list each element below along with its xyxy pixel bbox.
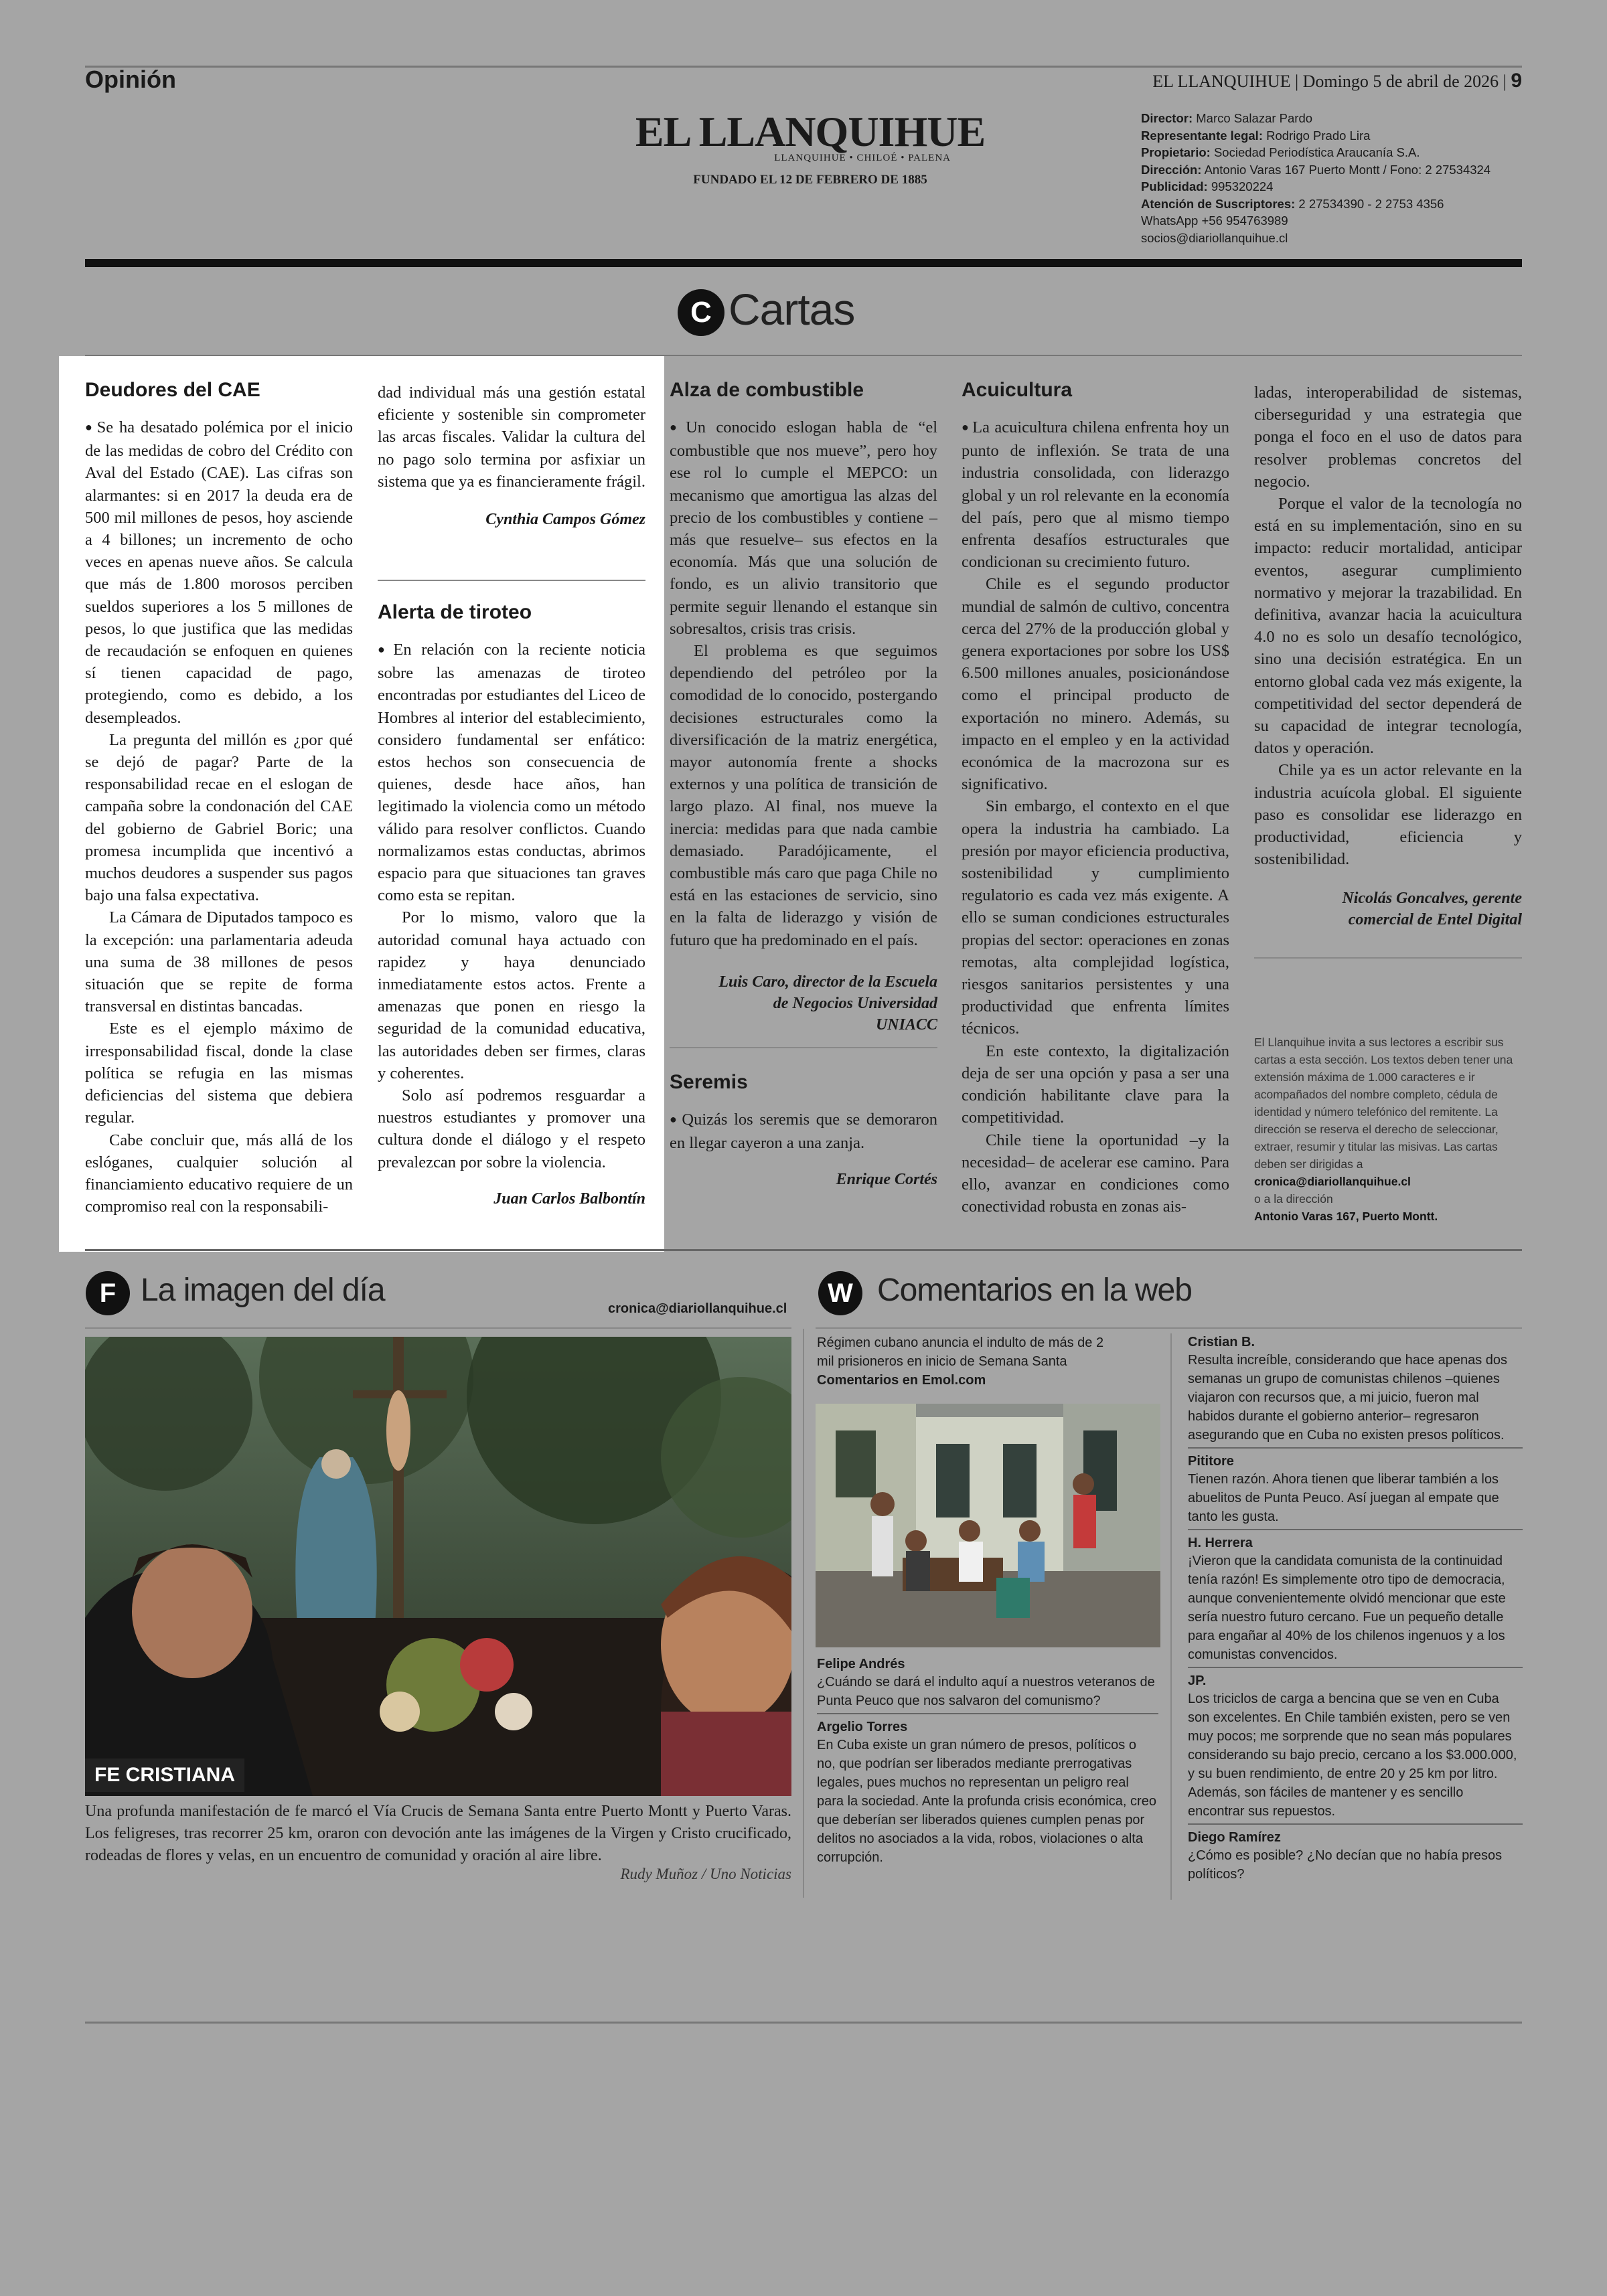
letter-acuicultura-p2: Chile es el segundo productor mundial de salmón de cultivo, concentra cerca del 27% de la producción global y genera exportaciones por sobre los US$ 6.500 millones anuales, posicionándose como el principal producto de exportación no minero. Además, su impacto en el empleo y en la actividad económica de la macrozona sur es significativo. xyxy=(962,575,1229,794)
comment-author: JP. xyxy=(1188,1673,1207,1688)
staff-owner: Propietario: Sociedad Periodística Araucanía S.A. xyxy=(1141,145,1420,159)
letter-cae-p3: La Cámara de Diputados tampoco es la excepción: una parlamentaria adeuda una suma de 38 millones de pesos situación que se repite de forma transversal en distintas bancadas. xyxy=(85,908,353,1016)
letter-cae-signature: Cynthia Campos Gómez xyxy=(485,511,645,529)
photo-tag: FE CRISTIANA xyxy=(85,1758,244,1792)
comment-author: Argelio Torres xyxy=(817,1720,908,1734)
photo-credit: Rudy Muñoz / Uno Noticias xyxy=(620,1866,791,1882)
letter-combustible-p2: El problema es que seguimos dependiendo del petróleo por la comodidad de lo conocido, postergando decisiones estructurales como la diversificación de la matriz energética, mayor autonomía frente a shocks externos y una política de transición de largo plazo. Al final, nos mueve la inercia: medidas para que nada cambie demasiado. Paradójicamente, el combustible más caro que paga Chile no está en las estaciones de servicio, sino en la falta de liderazgo y visión de futuro que ha predominado en el país. xyxy=(670,642,937,949)
photo-caption: Una profunda manifestación de fe marcó el Vía Crucis de Semana Santa entre Puerto Montt y Puerto Varas. Los feligreses, tras recorrer 25 km, oraron con devoción ante las imágenes de la Virgen y Cristo crucificado, rodeadas de flores y velas, en un encuentro de comunidad y oración al aire libre. xyxy=(85,1803,791,1864)
comments-headline: Régimen cubano anuncia el indulto de más de 2 mil prisioneros en inicio de Semana Santa xyxy=(817,1335,1104,1369)
invite-text: El Llanquihue invita a sus lectores a escribir sus cartas a esta sección. Los textos deben tener una extensión máxima de 1.000 caracteres e ir acompañados del nombre completo, cédula de identidad y número telefónico del remitente. La dirección se reserva el derecho de seleccionar, extraer, resumir y titular las misivas. Las cartas deben ser dirigidas a xyxy=(1254,1036,1513,1171)
comment-author: Diego Ramírez xyxy=(1188,1830,1281,1845)
staff-box xyxy=(1141,110,1516,246)
comments-right xyxy=(1188,1333,1523,1884)
letter-cae-continuation: dad individual más una gestión estatal eficiente y sostenible sin comprometer las arcas fiscales. Validar la cultura del no pago solo termina por asfixiar un sistema que ya es financieramente frágil. xyxy=(378,384,645,491)
invite-address: Antonio Varas 167, Puerto Montt. xyxy=(1254,1210,1438,1223)
invite-box xyxy=(1254,1034,1522,1225)
comment-text: ¿Cuándo se dará el indulto aquí a nuestros veteranos de Punta Peuco que nos salvaron del comunismo? xyxy=(817,1675,1155,1708)
comment-author: H. Herrera xyxy=(1188,1536,1253,1550)
letter-acuicultura-cp1: ladas, interoperabilidad de sistemas, ciberseguridad y una estrategia que ponga el foco en el uso de datos para resolver problemas concretos del negocio. xyxy=(1254,384,1522,491)
masthead-title: EL LLANQUIHUE xyxy=(635,108,986,155)
comment-text: ¿Cómo es posible? ¿No decían que no había presos políticos? xyxy=(1188,1848,1503,1882)
invite-or: o a la dirección xyxy=(1254,1192,1333,1206)
staff-subscribers: Atención de Suscriptores: 2 27534390 - 2 2753 4356 xyxy=(1141,196,1444,211)
letter-acuicultura-heading: Acuicultura xyxy=(962,379,1073,401)
staff-director: Director: Marco Salazar Pardo xyxy=(1141,111,1313,125)
letter-tiroteo-p2: Por lo mismo, valoro que la autoridad comunal haya actuado con rapidez y haya denunciado inmediatamente estos actos. Frente a amenazas que ponen en riesgo la seguridad de la comunidad educativa, las autoridades deben ser firmes, claras y coherentes. xyxy=(378,908,645,1082)
imagen-title: La imagen del día xyxy=(141,1273,385,1308)
comments-left xyxy=(817,1655,1158,1867)
letter-cae-heading: Deudores del CAE xyxy=(85,379,260,401)
masthead-subtitle: LLANQUIHUE • CHILOÉ • PALENA xyxy=(774,153,951,163)
edition-date: EL LLANQUIHUE | Domingo 5 de abril de 2026 | xyxy=(1152,72,1507,91)
comment-text: Tienen razón. Ahora tienen que liberar también a los abuelitos de Punta Peuco. Así juegan al empate que tanto les gusta. xyxy=(1188,1472,1499,1524)
letter-cae-p1: ● Se ha desatado polémica por el inicio de las medidas de cobro del Crédito con Aval del Estado (CAE). Las cifras son alarmantes: si en 2017 la deuda era de 500 mil millones de pesos, hoy asciende a 4 billones; un incremento de ocho veces en apenas nueve años. Se calcula que más de 1.800 morosos perciben sueldos superiores a los 5 millones de pesos, lo que justifica que las medidas de recaudación se enfoquen en quienes sí tienen capacidad de pago, protegiendo, como es debido, a los desempleados. xyxy=(85,416,353,729)
founded-line: FUNDADO EL 12 DE FEBRERO DE 1885 xyxy=(693,173,927,187)
staff-ads: Publicidad: 995320224 xyxy=(1141,179,1274,193)
letter-seremis-signature: Enrique Cortés xyxy=(836,1171,937,1189)
letter-cae-cont xyxy=(378,382,645,530)
letter-tiroteo-signature: Juan Carlos Balbontín xyxy=(493,1190,645,1208)
letter-cae-p5: Cabe concluir que, más allá de los eslóganes, cualquier solución al financiamiento educativo requiere de un compromiso real con la responsabili- xyxy=(85,1131,353,1216)
imagen-email[interactable]: cronica@diariollanquihue.cl xyxy=(608,1301,787,1316)
comment-text: En Cuba existe un gran número de presos, políticos o no, que podrían ser liberados mediante prerrogativas legales, pues muchos no representan un peligro real para la sociedad. Ante la profunda crisis económica, creo que deberían ser liberados quienes cumplen penas por delitos no asociados a la vida, robos, violaciones o alta corrupción. xyxy=(817,1738,1156,1865)
comments-source[interactable]: Comentarios en Emol.com xyxy=(817,1373,986,1388)
letter-seremis xyxy=(670,1071,937,1190)
letter-acuicultura-p5: Chile tiene la oportunidad –y la necesidad– de acelerar ese camino. Para ello, avanzar en condiciones como conectividad robusta en zonas ais- xyxy=(962,1131,1229,1216)
comment-text: Los triciclos de carga a bencina que se ven en Cuba son excelentes. En Chile también existen, pero se ven muy pocos; me sorprende que no sean más populares considerando su bajo precio, cercano a los $3.000.000, y su buen rendimiento, de entre 20 y 25 km por litro. Además, son fáciles de mantener y es sencillo encontrar sus repuestos. xyxy=(1188,1692,1517,1819)
letter-combustible-signature: Luis Caro, director de la Escuela de Negocios Universidad UNIACC xyxy=(718,973,937,1034)
comentarios-title: Comentarios en la web xyxy=(877,1273,1192,1308)
comment-author: Cristian B. xyxy=(1188,1335,1255,1349)
edition-line xyxy=(1152,70,1522,92)
comentarios-w-icon: W xyxy=(818,1271,862,1315)
letter-combustible-heading: Alza de combustible xyxy=(670,379,864,401)
letter-cae xyxy=(85,379,353,1218)
photo-cuba xyxy=(816,1404,1160,1647)
staff-address: Dirección: Antonio Varas 167 Puerto Montt / Fono: 2 27534324 xyxy=(1141,162,1491,177)
letter-acuicultura-signature: Nicolás Goncalves, gerente comercial de Entel Digital xyxy=(1342,890,1522,929)
letter-tiroteo-p3: Solo así podremos resguardar a nuestros estudiantes y promover una cultura donde el diálogo y el respeto prevalezcan por sobre la violencia. xyxy=(378,1086,645,1171)
comment-text: ¡Vieron que la candidata comunista de la continuidad tenía razón! Es simplemente otro tipo de democracia, aunque convenientemente olvidó mencionar que este sería nuestro futuro cercano. Fue un pequeño detalle para engañar al 40% de los chilenos ingenuos y a los comunistas convencidos. xyxy=(1188,1554,1506,1662)
letter-acuicultura-p4: En este contexto, la digitalización deja de ser una opción y pasa a ser una condición habilitante clave para la competitividad. xyxy=(962,1042,1229,1127)
letter-cae-p4: Este es el ejemplo máximo de irresponsabilidad fiscal, donde la clase política se refugia en las mismas deficiencias del sistema que debiera regular. xyxy=(85,1019,353,1127)
comment-author: Felipe Andrés xyxy=(817,1657,905,1671)
comments-headline-block xyxy=(817,1333,1112,1390)
letter-acuicultura-p1: ● La acuicultura chilena enfrenta hoy un punto de inflexión. Se trata de una industria consolidada, con liderazgo global y un rol relevante en la economía del país, pero que al mismo tiempo enfrenta desafíos estructurales que condicionan su crecimiento futuro. xyxy=(962,416,1229,573)
letter-tiroteo-p1: ● En relación con la reciente noticia sobre las amenazas de tiroteo encontradas por estudiantes del Liceo de Hombres al interior del establecimiento, considero fundamental ser enfático: estos hechos son consecuencia de quienes, desde hace años, han legitimado la violencia como un método válido para resolver conflictos. Cuando normalizamos estas conductas, abrimos espacio para que situaciones tan graves como esta se repitan. xyxy=(378,639,645,906)
staff-whatsapp: WhatsApp +56 954763989 xyxy=(1141,214,1288,228)
section-label: Opinión xyxy=(85,66,176,93)
letter-acuicultura-cp3: Chile ya es un actor relevante en la industria acuícola global. El siguiente paso es consolidar ese liderazgo en productividad, eficiencia y sostenibilidad. xyxy=(1254,761,1522,869)
letter-tiroteo xyxy=(378,601,645,1210)
letter-cae-p2: La pregunta del millón es ¿por qué se dejó de pagar? Parte de la responsabilidad recae en el eslogan de campaña sobre la condonación del CAE del gobierno de Gabriel Boric; una promesa incumplida que incentivó a muchos deudores a suspender sus pagos bajo una falsa expectativa. xyxy=(85,730,353,905)
letter-seremis-p1: ● Quizás los seremis que se demoraron en llegar cayeron a una zanja. xyxy=(670,1109,937,1154)
letter-tiroteo-heading: Alerta de tiroteo xyxy=(378,601,532,623)
cartas-c-icon: C xyxy=(678,289,724,336)
letter-seremis-heading: Seremis xyxy=(670,1071,748,1093)
invite-email[interactable]: cronica@diariollanquihue.cl xyxy=(1254,1175,1411,1188)
letter-acuicultura-p3: Sin embargo, el contexto en el que opera la industria ha cambiado. La presión por mayor eficiencia productiva, sostenibilidad y cumplimiento regulatorio es cada vez más exigente. A ello se suman condiciones estructurales propias del sector: operaciones en zonas remotas, alta complejidad logística, riesgos sanitarios persistentes y una productividad que enfrenta límites técnicos. xyxy=(962,797,1229,1038)
letter-acuicultura xyxy=(962,379,1229,1218)
comment-author: Pititore xyxy=(1188,1454,1234,1469)
staff-legal: Representante legal: Rodrigo Prado Lira xyxy=(1141,128,1371,143)
letter-acuicultura-cont xyxy=(1254,382,1522,930)
staff-email: socios@diariollanquihue.cl xyxy=(1141,230,1288,245)
letter-combustible xyxy=(670,379,937,1036)
photo-via-crucis xyxy=(85,1337,791,1796)
letter-combustible-p1: ● Un conocido eslogan habla de “el combustible que nos mueve”, pero hoy ese rol lo cumple el MEPCO: un mecanismo que amortigua las alzas del precio de los combustibles y contiene –más que resuelve– sus efectos en la economía. Más que una solución de fondo, es un alivio transitorio que permite seguir llenando el estanque sin sobresaltos, crisis tras crisis. xyxy=(670,416,937,640)
comment-text: Resulta increíble, considerando que hace apenas dos semanas un grupo de comunistas chilenos –quienes viajaron con recursos que, a mi juicio, fueron mal habidos durante el gobierno anterior– regresaron asegurando que en Cuba no existen presos políticos. xyxy=(1188,1353,1507,1443)
cartas-title: Cartas xyxy=(729,284,855,334)
letter-acuicultura-cp2: Porque el valor de la tecnología no está en su implementación, sino en su impacto: reducir mortalidad, anticipar eventos, asegurar cumplimiento normativo y mejorar la trazabilidad. En definitiva, avanzar hacia la acuicultura 4.0 no es solo un desafío tecnológico, sino una decisión estratégica. En un entorno global cada vez más exigente, la competitividad del sector dependerá de su capacidad de integrar tecnología, datos y operación. xyxy=(1254,495,1522,758)
imagen-f-icon: F xyxy=(86,1271,130,1315)
page-number: 9 xyxy=(1511,70,1522,92)
